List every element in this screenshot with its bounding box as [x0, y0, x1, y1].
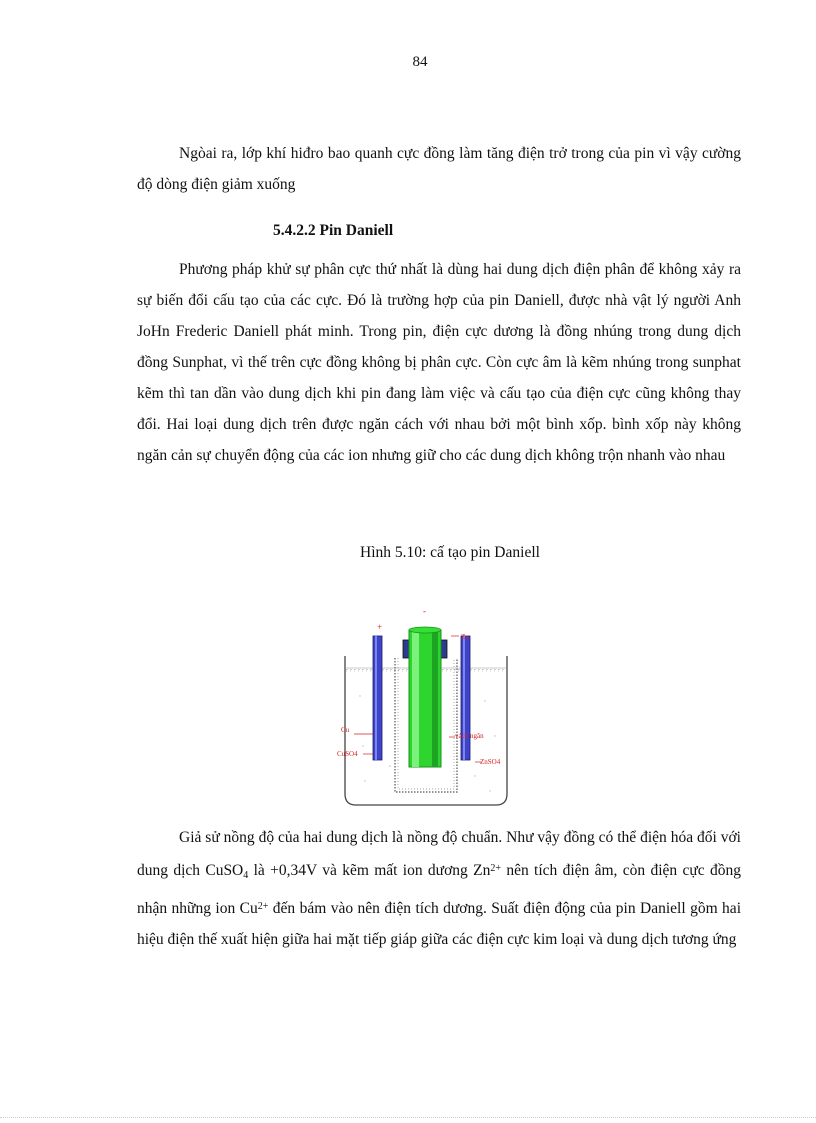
label-minus: - — [423, 606, 426, 616]
label-cu: Cu — [341, 726, 350, 734]
superscript-cu-charge: 2+ — [257, 901, 269, 912]
copper-electrode-right — [461, 636, 470, 760]
paragraph-daniell: Phương pháp khử sự phân cực thứ nhất là dùng hai dung dịch điện phân để không xảy ra sự biến đổi cấu tạo của các cực. Đó là trường hợp của pin Daniell, được nhà vật lý người Anh JoHn Frederic Daniell phát minh. Trong pin, điện cực dương là đồng nhúng trong dung dịch đồng Sunphat, vì thế trên cực đồng không bị phân cực. Còn cực âm là kẽm nhúng trong sunphat kẽm thì tan dần vào dung dịch khi pin đang làm việc và cấu tạo của điện cực cũng không thay đổi. Hai loại dung dịch trên được ngăn cách với nhau bởi một bình xốp. bình xốp này không ngăn cản sự chuyển động của các ion nhưng giữ cho các dung dịch không trộn nhanh vào nhau — [137, 261, 741, 464]
paragraph-intro: Ngòai ra, lớp khí hiđro bao quanh cực đồng làm tăng điện trở trong của pin vì vậy cường độ dòng điện giảm xuống — [137, 145, 741, 193]
page-number: 84 — [412, 54, 428, 70]
p3-part-4: đến bám vào nên điện tích dương. Suất điện động của pin Daniell gồm hai hiệu điện thế xuất hiện giữa hai mặt tiếp giáp giữa các điện cực kim loại và dung dịch tương ứng — [137, 900, 741, 948]
label-znso4: ZnSO4 — [480, 758, 501, 766]
label-cuso4: CuSO4 — [337, 750, 358, 758]
subscript-4: 4 — [243, 870, 249, 881]
paragraph-emf — [137, 822, 741, 955]
label-zn: Zn — [461, 633, 469, 641]
figure-caption: Hình 5.10: cấ tạo pin Daniell — [360, 544, 540, 561]
p3-part-2: là +0,34V và kẽm mất ion dương Zn — [248, 862, 491, 879]
superscript-zn-charge: 2+ — [490, 863, 501, 874]
page-footer-divider — [0, 1117, 816, 1118]
label-plus: + — [377, 622, 383, 632]
section-heading: 5.4.2.2 Pin Daniell — [273, 222, 394, 239]
label-vach-ngan: vách ngăn — [455, 732, 484, 740]
copper-electrode-left — [373, 636, 382, 760]
p3-part-1: Giả sử nồng độ của hai dung dịch là nồng độ chuẩn. Như vậy đồng có thể điện hóa đối với dung dịch CuSO — [137, 829, 741, 879]
p3-part-3: nên tích điện âm, còn điện cực đồng nhận những ion Cu — [137, 862, 741, 917]
daniell-cell-diagram — [335, 606, 515, 808]
